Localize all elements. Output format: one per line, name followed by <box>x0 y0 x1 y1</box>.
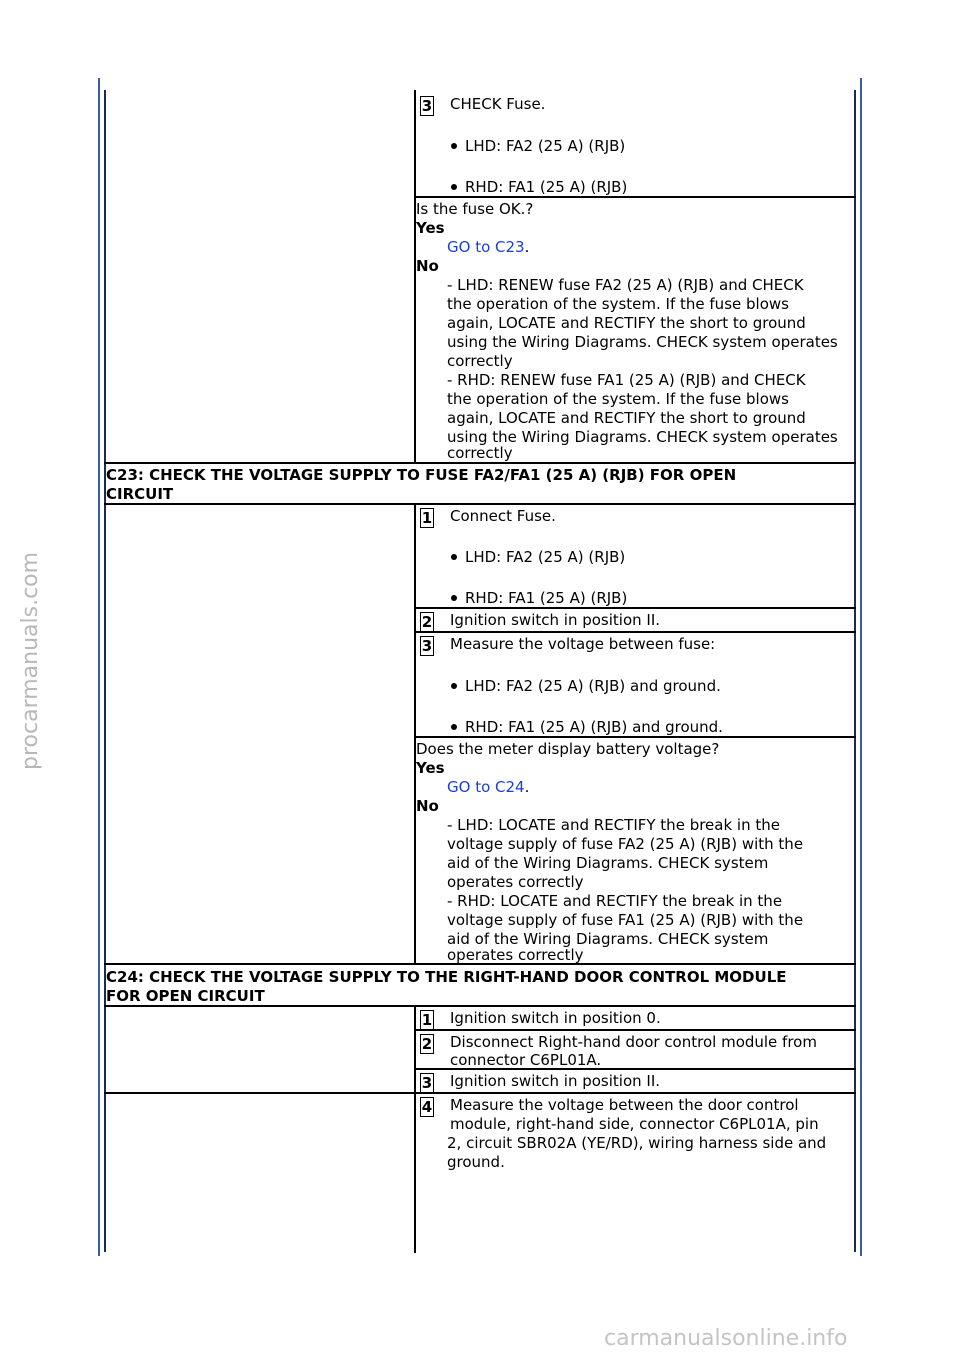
table-column-divider <box>414 90 416 462</box>
no-action-line: - LHD: RENEW fuse FA2 (25 A) (RJB) and CHECK <box>447 276 804 294</box>
no-action-line: correctly <box>447 352 513 370</box>
row-divider <box>104 503 856 505</box>
bullet-dot <box>451 554 457 560</box>
goto-c23-link[interactable]: GO to C23. <box>447 238 530 256</box>
result-question: Is the fuse OK.? <box>416 200 534 218</box>
no-action-line: voltage supply of fuse FA2 (25 A) (RJB) with the <box>447 835 804 853</box>
no-label: No <box>416 257 439 275</box>
no-action-line: aid of the Wiring Diagrams. CHECK system <box>447 854 769 872</box>
step-number-badge: 3 <box>421 1074 433 1092</box>
bullet-dot <box>451 683 457 689</box>
table-column-divider <box>414 503 416 963</box>
step-number-badge: 4 <box>421 1098 433 1116</box>
bullet-text: RHD: FA1 (25 A) (RJB) and ground. <box>465 718 723 736</box>
step-number-badge: 3 <box>421 637 433 655</box>
side-watermark: procarmanuals.com <box>18 551 43 770</box>
bullet-text: RHD: FA1 (25 A) (RJB) <box>465 178 628 196</box>
no-action-line: operates correctly <box>447 946 584 964</box>
bullet-text: LHD: FA2 (25 A) (RJB) and ground. <box>465 677 721 695</box>
no-action-line: again, LOCATE and RECTIFY the short to ground <box>447 409 806 427</box>
step-instruction: Ignition switch in position II. <box>450 611 661 629</box>
bottom-watermark: carmanualsonline.info <box>604 1326 848 1351</box>
step-number-badge: 3 <box>421 97 433 115</box>
yes-label: Yes <box>416 219 445 237</box>
bullet-dot <box>451 143 457 149</box>
step-instruction: Measure the voltage between fuse: <box>450 635 716 653</box>
section-heading-c23-cont: CIRCUIT <box>106 485 174 503</box>
bullet-text: LHD: FA2 (25 A) (RJB) <box>465 548 626 566</box>
section-heading-c24: C24: CHECK THE VOLTAGE SUPPLY TO THE RIGHT-HAND DOOR CONTROL MODULE <box>106 968 787 986</box>
result-question: Does the meter display battery voltage? <box>416 740 720 758</box>
page-edge-left-inner <box>104 90 106 1252</box>
yes-label: Yes <box>416 759 445 777</box>
bullet-dot <box>451 724 457 730</box>
bullet-dot <box>451 595 457 601</box>
page-edge-right-inner <box>854 90 856 1252</box>
no-action-line: the operation of the system. If the fuse blows <box>447 295 789 313</box>
step-instruction: Connect Fuse. <box>450 507 556 525</box>
section-heading-c24-cont: FOR OPEN CIRCUIT <box>106 987 265 1005</box>
no-action-line: aid of the Wiring Diagrams. CHECK system <box>447 930 769 948</box>
step-number-badge: 2 <box>421 1035 433 1053</box>
table-column-divider <box>414 1005 416 1253</box>
row-divider <box>104 1092 856 1094</box>
step-number-badge: 1 <box>421 1011 433 1029</box>
goto-c24-link[interactable]: GO to C24. <box>447 778 530 796</box>
step-instruction-cont: ground. <box>447 1153 505 1171</box>
no-action-line: - RHD: RENEW fuse FA1 (25 A) (RJB) and CHECK <box>447 371 806 389</box>
no-action-line: - RHD: LOCATE and RECTIFY the break in the <box>447 892 783 910</box>
step-instruction: CHECK Fuse. <box>450 95 546 113</box>
no-action-line: again, LOCATE and RECTIFY the short to ground <box>447 314 806 332</box>
no-label: No <box>416 797 439 815</box>
step-number-badge: 1 <box>421 509 433 527</box>
page-edge-right-outer <box>860 78 862 1256</box>
row-divider <box>414 631 856 633</box>
step-instruction: Disconnect Right-hand door control module from <box>450 1033 817 1051</box>
step-number-badge: 2 <box>421 613 433 631</box>
no-action-line: the operation of the system. If the fuse blows <box>447 390 789 408</box>
row-divider <box>414 1029 856 1031</box>
no-action-line: operates correctly <box>447 873 584 891</box>
section-heading-c23: C23: CHECK THE VOLTAGE SUPPLY TO FUSE FA2/FA1 (25 A) (RJB) FOR OPEN <box>106 466 737 484</box>
page-edge-left-outer <box>98 78 100 1256</box>
step-instruction-cont: 2, circuit SBR02A (YE/RD), wiring harness side and <box>447 1134 827 1152</box>
step-instruction-cont: module, right-hand side, connector C6PL01A, pin <box>450 1115 819 1133</box>
no-action-line: correctly <box>447 444 513 462</box>
no-action-line: using the Wiring Diagrams. CHECK system operates <box>447 428 838 446</box>
step-instruction: Measure the voltage between the door control <box>450 1096 799 1114</box>
step-instruction: Ignition switch in position II. <box>450 1072 661 1090</box>
bullet-text: LHD: FA2 (25 A) (RJB) <box>465 137 626 155</box>
no-action-line: voltage supply of fuse FA1 (25 A) (RJB) with the <box>447 911 804 929</box>
step-instruction-cont: connector C6PL01A. <box>450 1051 602 1069</box>
no-action-line: using the Wiring Diagrams. CHECK system operates <box>447 333 838 351</box>
bullet-text: RHD: FA1 (25 A) (RJB) <box>465 589 628 607</box>
bullet-dot <box>451 184 457 190</box>
no-action-line: - LHD: LOCATE and RECTIFY the break in the <box>447 816 780 834</box>
step-instruction: Ignition switch in position 0. <box>450 1009 661 1027</box>
